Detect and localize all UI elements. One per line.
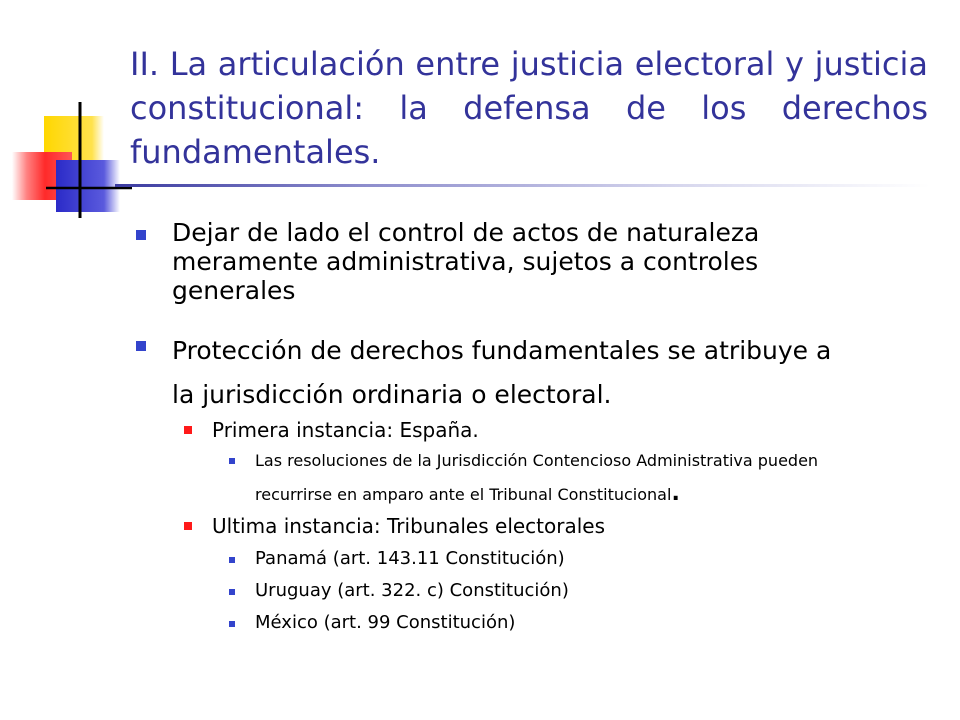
sub-sub-bullet-text-line: recurrirse en amparo ante el Tribunal Constitucional <box>255 485 672 504</box>
bullet-text: Dejar de lado el control de actos de naturaleza meramente administrativa, sujetos a controles generales <box>172 218 760 305</box>
bullet-text-line: la jurisdicción ordinaria o electoral. <box>172 380 612 409</box>
sub-sub-bullet-item <box>255 580 569 602</box>
sub-sub-bullet-text-line: Las resoluciones de la Jurisdicción Contencioso Administrativa pueden <box>255 451 819 470</box>
bullet-square-icon <box>229 589 235 595</box>
sub-bullet-text: Ultima instancia: Tribunales electorales <box>212 514 606 538</box>
sub-sub-bullet-item <box>255 548 565 570</box>
bullet-square-icon <box>184 426 192 434</box>
sub-sub-bullet-text: Panamá (art. 143.11 Constitución) <box>255 548 565 569</box>
sub-sub-bullet-item <box>255 450 895 511</box>
sub-sub-bullet-item <box>255 612 515 634</box>
bullet-square-icon <box>229 458 235 464</box>
sub-sub-bullet-period: . <box>671 481 680 506</box>
sub-bullet-item <box>212 418 479 442</box>
bullet-square-icon <box>229 621 235 627</box>
slide-title: II. La articulación entre justicia electoral y justicia constitucional: la defensa de los derechos fundamentales. <box>130 45 928 171</box>
sub-sub-bullet-text: México (art. 99 Constitución) <box>255 612 516 633</box>
bullet-square-icon <box>229 557 235 563</box>
bullet-square-icon <box>136 341 146 351</box>
sub-sub-bullet-text: Uruguay (art. 322. c) Constitución) <box>255 580 569 601</box>
bullet-item <box>172 329 932 417</box>
sub-bullet-item <box>212 514 605 538</box>
bullet-square-icon <box>136 230 146 240</box>
bullet-square-icon <box>184 522 192 530</box>
sub-bullet-text: Primera instancia: España. <box>212 418 479 442</box>
bullet-text-line: Protección de derechos fundamentales se atribuye a <box>172 336 832 365</box>
bullet-item <box>172 218 872 305</box>
